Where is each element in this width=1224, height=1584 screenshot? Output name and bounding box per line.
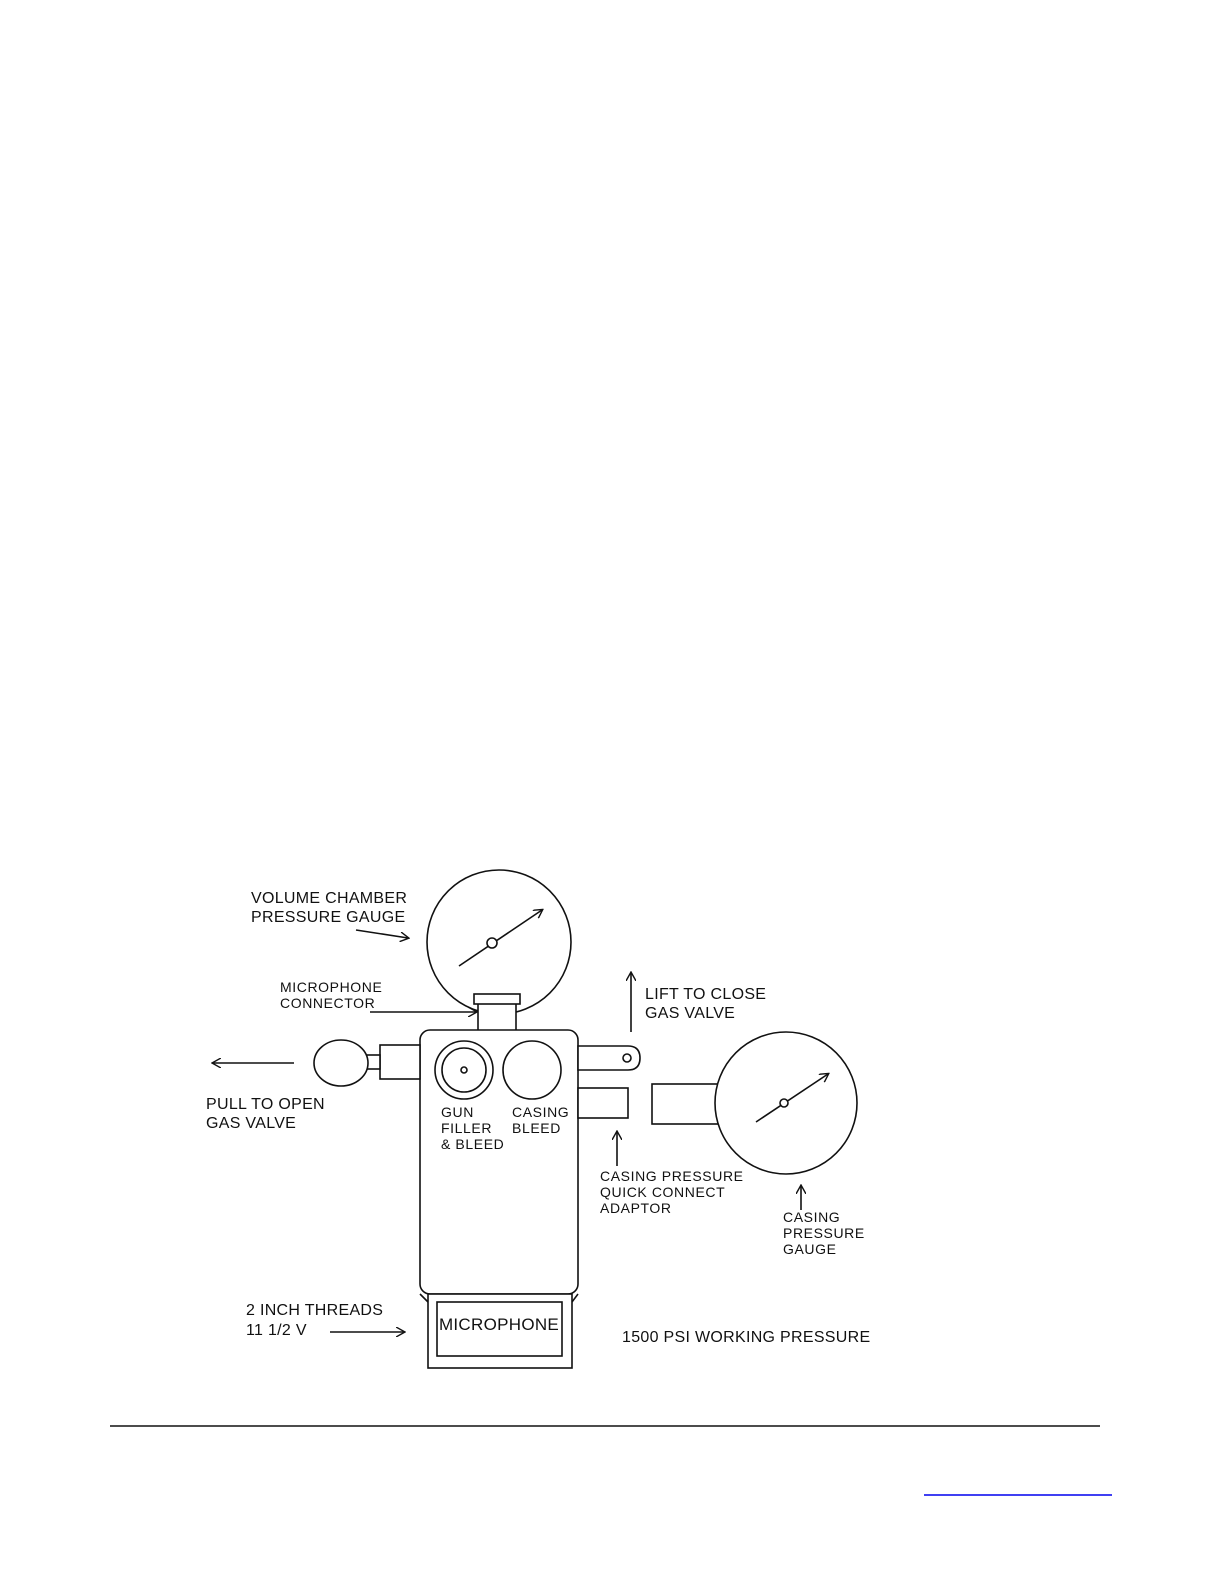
main-body [420,1030,578,1294]
label-mic-connector-2: CONNECTOR [280,995,376,1011]
label-mic-connector-1: MICROPHONE [280,979,383,995]
quick-connect-adaptor [578,1088,628,1118]
volume-chamber-gauge [427,870,571,1014]
label-gun-3: & BLEED [441,1136,505,1152]
label-microphone: MICROPHONE [438,1315,560,1334]
label-working-pressure: 1500 PSI WORKING PRESSURE [622,1329,871,1346]
label-threads-1: 2 INCH THREADS [246,1302,384,1319]
gauge-pivot [487,938,497,948]
label-adaptor-3: ADAPTOR [600,1200,672,1216]
label-casing-gauge-3: GAUGE [783,1241,837,1257]
label-lift-1: LIFT TO CLOSE [645,986,767,1003]
label-threads-2: 11 1/2 V [246,1322,307,1339]
gas-valve-handle [314,1040,420,1086]
label-volume-gauge-1: VOLUME CHAMBER [251,890,408,907]
label-pull-2: GAS VALVE [206,1115,297,1132]
label-volume-gauge-2: PRESSURE GAUGE [251,909,406,926]
label-gun-2: FILLER [441,1120,493,1136]
gas-valve-lever [578,1046,640,1070]
label-casing-gauge-1: CASING [783,1209,841,1225]
label-gun-1: GUN [441,1104,474,1120]
label-casing-bleed-1: CASING [512,1104,570,1120]
microphone-connector [474,994,520,1032]
label-casing-gauge-2: PRESSURE [783,1225,865,1241]
volume-gauge-arrow [356,930,408,938]
label-pull-1: PULL TO OPEN [206,1096,325,1113]
label-adaptor-2: QUICK CONNECT [600,1184,726,1200]
label-adaptor-1: CASING PRESSURE [600,1168,744,1184]
casing-pressure-gauge [652,1032,857,1174]
label-casing-bleed-2: BLEED [512,1120,561,1136]
label-lift-2: GAS VALVE [645,1005,736,1022]
